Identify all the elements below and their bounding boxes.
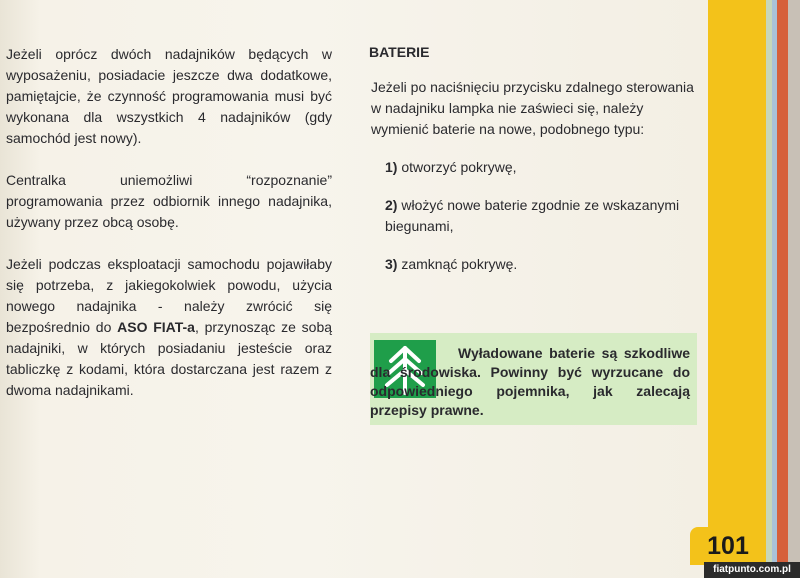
page-edge-red — [777, 0, 788, 578]
step-item — [369, 254, 695, 275]
environment-notice — [370, 333, 697, 425]
step-number: 1) — [385, 159, 398, 175]
page-edge-grey — [788, 0, 800, 578]
section-heading: BATERIE — [369, 44, 430, 60]
page-number: 101 — [690, 527, 766, 565]
page-edge-yellow — [708, 0, 766, 578]
step-item — [369, 157, 695, 178]
paragraph-extra-transmitters: Jeżeli oprócz dwóch nadajników będących w wyposażeniu, posiadacie jeszcze dwa dodatkowe, pamiętajcie, że czynność programowania musi być wykonana dla wszystkich 4 nadajników (gdy samochód jest nowy). — [6, 46, 332, 146]
watermark: fiatpunto.com.pl — [704, 562, 800, 578]
left-column — [6, 44, 332, 422]
paragraph-new-transmitter — [6, 254, 332, 401]
step-text: otworzyć pokrywę, — [401, 159, 517, 175]
step-item — [369, 195, 695, 237]
paragraph-3-part-1: Jeżeli podczas eksploatacji samochodu pojawiłaby się potrzeba, z jakiegokolwiek powodu, użycia nowego nadajnika - należy zwrócić się bezpośrednio do — [6, 256, 332, 335]
notice-text: Wyładowane baterie są szkodliwe dla środowiska. Powinny być wyrzucane do odpowiedniego pojemnika, jak zalecają przepisy prawne. — [370, 345, 690, 418]
paragraph-3-part-2: , przynosząc ze sobą nadajniki, w których posiadaniu jesteście oraz tabliczkę z kodami, która dostarczana jest razem z dwoma nadajnikami. — [6, 319, 333, 398]
step-number: 2) — [385, 197, 398, 213]
step-text: włożyć nowe baterie zgodnie ze wskazanymi biegunami, — [385, 197, 680, 234]
paragraph-recognition: Centralka uniemożliwi “rozpoznanie” programowania przez odbiornik innego nadajnika, używany przez obcą osobę. — [6, 172, 332, 230]
step-number: 3) — [385, 256, 398, 272]
service-name: ASO FIAT-a — [117, 319, 195, 335]
right-column — [369, 42, 695, 292]
battery-intro: Jeżeli po naciśnięciu przycisku zdalnego sterowania w nadajniku lampka nie zaświeci się, należy wymienić baterie na nowe, podobnego typu: — [371, 79, 694, 137]
step-text: zamknąć pokrywę. — [401, 256, 518, 272]
